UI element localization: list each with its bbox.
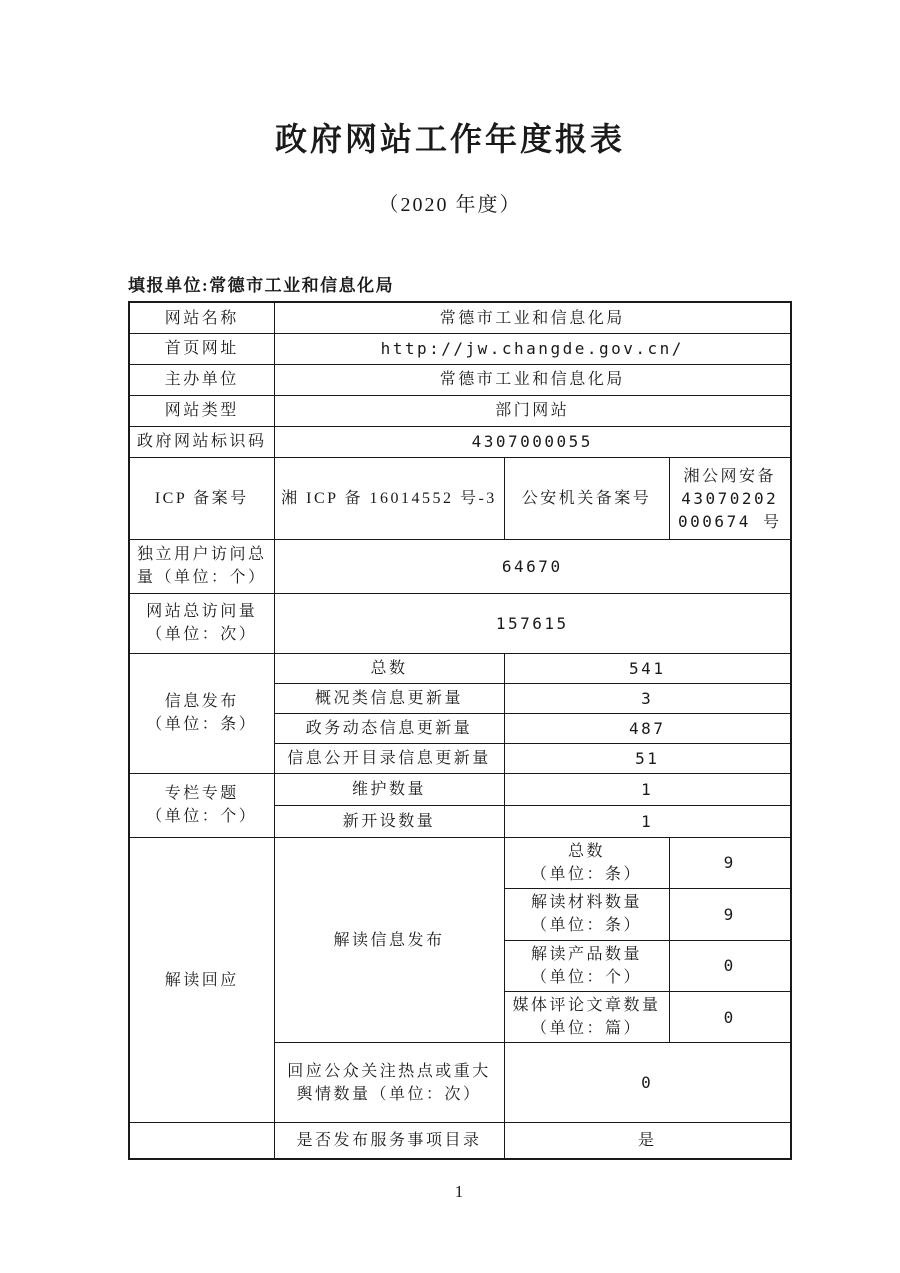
table-row bbox=[129, 457, 791, 539]
interp-material-unit-text: （单位：条） bbox=[530, 917, 642, 935]
interp-product-label bbox=[504, 940, 669, 991]
table-row bbox=[129, 302, 791, 333]
table-row bbox=[129, 653, 791, 683]
interp-product-unit-text: （单位：个） bbox=[530, 968, 642, 986]
icp-label: ICP 备案号 bbox=[129, 457, 274, 539]
interpretation-group-label: 解读回应 bbox=[129, 837, 274, 1123]
organizer-label: 主办单位 bbox=[129, 364, 274, 395]
organizer-value: 常德市工业和信息化局 bbox=[274, 364, 791, 395]
topic-new-value: 1 bbox=[504, 805, 791, 837]
table-row bbox=[129, 1123, 791, 1159]
special-columns-group-name: 专栏专题 bbox=[164, 785, 239, 803]
info-total-value: 541 bbox=[504, 653, 791, 683]
site-type-label: 网站类型 bbox=[129, 395, 274, 426]
interp-media-value: 0 bbox=[669, 992, 791, 1043]
info-publish-group-unit: （单位：条） bbox=[146, 716, 258, 734]
page-title: 政府网站工作年度报表 bbox=[274, 121, 625, 157]
page-number: 1 bbox=[454, 1181, 464, 1201]
interp-media-unit-text: （单位：篇） bbox=[530, 1020, 642, 1038]
table-row bbox=[129, 333, 791, 364]
special-columns-group-label bbox=[129, 773, 274, 837]
unique-visitors-label: 独立用户访问总量（单位：个） bbox=[129, 539, 274, 593]
home-url-value: http://jw.changde.gov.cn/ bbox=[274, 333, 791, 364]
site-code-label: 政府网站标识码 bbox=[129, 426, 274, 457]
topic-maintained-label: 维护数量 bbox=[274, 773, 504, 805]
service-directory-value: 是 bbox=[504, 1123, 791, 1159]
unique-visitors-value: 64670 bbox=[274, 539, 791, 593]
interp-total-label-text: 总数 bbox=[567, 842, 605, 860]
home-url-label: 首页网址 bbox=[129, 333, 274, 364]
table-row bbox=[129, 364, 791, 395]
total-visits-label: 网站总访问量（单位：次） bbox=[129, 593, 274, 653]
table-row bbox=[129, 837, 791, 888]
site-name-label: 网站名称 bbox=[129, 302, 274, 333]
info-publish-group-name: 信息发布 bbox=[164, 693, 239, 711]
interp-media-label-text: 媒体评论文章数量 bbox=[512, 997, 661, 1015]
hotspot-label: 回应公众关注热点或重大舆情数量（单位：次） bbox=[274, 1043, 504, 1123]
info-publish-group-label bbox=[129, 653, 274, 773]
interp-material-value: 9 bbox=[669, 889, 791, 940]
interp-product-label-text: 解读产品数量 bbox=[530, 945, 642, 963]
table-row bbox=[129, 593, 791, 653]
table-row bbox=[129, 539, 791, 593]
info-overview-value: 3 bbox=[504, 683, 791, 713]
annual-report-table bbox=[128, 301, 792, 1160]
security-filing-value: 湘公网安备 43070202000674 号 bbox=[669, 457, 791, 539]
interpretation-publish-label: 解读信息发布 bbox=[274, 837, 504, 1043]
topic-new-label: 新开设数量 bbox=[274, 805, 504, 837]
reporting-unit: 填报单位:常德市工业和信息化局 bbox=[128, 276, 395, 296]
interp-total-label bbox=[504, 837, 669, 888]
info-total-label: 总数 bbox=[274, 653, 504, 683]
interp-total-value: 9 bbox=[669, 837, 791, 888]
hotspot-value: 0 bbox=[504, 1043, 791, 1123]
empty-cell bbox=[129, 1123, 274, 1159]
topic-maintained-value: 1 bbox=[504, 773, 791, 805]
info-directory-value: 51 bbox=[504, 743, 791, 773]
interp-material-label-text: 解读材料数量 bbox=[530, 894, 642, 912]
service-directory-label: 是否发布服务事项目录 bbox=[274, 1123, 504, 1159]
table-row bbox=[129, 773, 791, 805]
special-columns-group-unit: （单位：个） bbox=[146, 808, 258, 826]
table-row bbox=[129, 426, 791, 457]
security-filing-label: 公安机关备案号 bbox=[504, 457, 669, 539]
info-directory-label: 信息公开目录信息更新量 bbox=[274, 743, 504, 773]
total-visits-value: 157615 bbox=[274, 593, 791, 653]
interp-material-label bbox=[504, 889, 669, 940]
interp-total-unit-text: （单位：条） bbox=[530, 866, 642, 884]
table-row bbox=[129, 395, 791, 426]
icp-value: 湘 ICP 备 16014552 号-3 bbox=[274, 457, 504, 539]
site-code-value: 4307000055 bbox=[274, 426, 791, 457]
site-type-value: 部门网站 bbox=[274, 395, 791, 426]
info-gov-news-label: 政务动态信息更新量 bbox=[274, 713, 504, 743]
page-subtitle: （2020 年度） bbox=[378, 194, 522, 217]
interp-product-value: 0 bbox=[669, 940, 791, 991]
site-name-value: 常德市工业和信息化局 bbox=[274, 302, 791, 333]
info-gov-news-value: 487 bbox=[504, 713, 791, 743]
info-overview-label: 概况类信息更新量 bbox=[274, 683, 504, 713]
interp-media-label bbox=[504, 992, 669, 1043]
